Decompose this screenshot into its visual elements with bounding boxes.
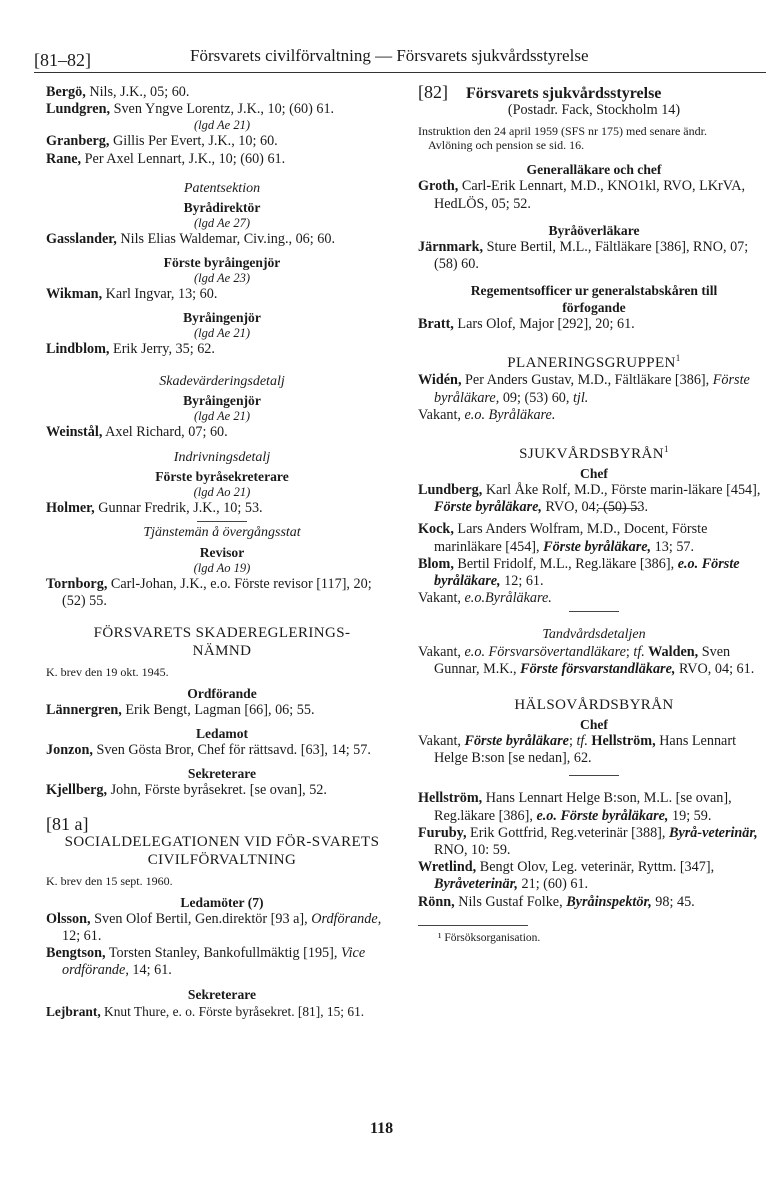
heading-forste-byraingenjor: Förste byråingenjör [163, 255, 281, 271]
section-tjanstemän: Tjänstemän å övergångsstat [143, 525, 301, 541]
right-column [418, 84, 770, 947]
section-socialdelegationen: SOCIALDELEGATIONEN VID FÖR-SVARETS CIVILFÖRVALTNING [64, 833, 380, 868]
grade-note: (lgd Ao 19) [193, 560, 251, 575]
entry-furuby: Furuby, Erik Gottfrid, Reg.veterinär [388], Byrå-veterinär, RNO, 10: 59. [418, 824, 758, 859]
section-code-82: [82] [418, 82, 448, 102]
section-heading-82 [418, 84, 770, 102]
section-skaderegleringsnamnd: FÖRSVARETS SKADEREGLERINGS-NÄMND [93, 625, 351, 660]
entry-holmer: Holmer, Gunnar Fredrik, J.K., 10; 53. [46, 500, 263, 517]
entry-bratt: Bratt, Lars Olof, Major [292], 20; 61. [418, 316, 635, 333]
grade-note: (lgd Ae 27) [193, 216, 250, 231]
entry-vakant-byralakare: Vakant, e.o. Byråläkare. [418, 406, 556, 423]
entry-lejbrant: Lejbrant, Knut Thure, e. o. Förste byråsekret. [81], 15; 61. [46, 1003, 365, 1019]
section-planeringsgruppen: PLANERINGSGRUPPEN$^1$ [507, 353, 681, 372]
entry-weinstal: Weinstål, Axel Richard, 07; 60. [46, 423, 228, 440]
footnote-rule [418, 925, 528, 926]
entry-bergo: Bergö, Nils, J.K., 05; 60. [46, 84, 190, 100]
entry-wretlind: Wretlind, Bengt Olov, Leg. veterinär, Ryttm. [347], Byråveterinär, 21; (60) 61. [418, 859, 715, 893]
entry-lannergren: Lännergren, Erik Bengt, Lagman [66], 06; 55. [46, 702, 315, 719]
entry-jarnmark: Järnmark, Sture Bertil, M.L., Fältläkare [386], RNO, 07; (58) 60. [418, 238, 749, 273]
section-title: Försvarets sjukvårdsstyrelse [466, 85, 662, 102]
heading-revisor: Revisor [199, 544, 245, 560]
entry-groth: Groth, Carl-Erik Lennart, M.D., KNO1kl, RVO, LKrVA, HedLÖS, 05; 52. [418, 178, 745, 212]
entry-vakant-eo-byralakare: Vakant, e.o.Byråläkare. [418, 590, 552, 607]
page-header [34, 40, 746, 74]
header-title: Försvarets civilförvaltning — Försvarets sjukvårdsstyrelse [190, 46, 589, 65]
section-skadevardering: Skadevärderingsdetalj [159, 373, 285, 389]
grade-note: (lgd Ae 21) [193, 326, 250, 341]
entry-kjellberg: Kjellberg, John, Förste byråsekret. [se ovan], 52. [46, 782, 327, 799]
entry-jonzon: Jonzon, Sven Gösta Bror, Chef för rättsavd. [63], 14; 57. [46, 742, 371, 759]
entry-kock: Kock, Lars Anders Wolfram, M.D., Docent, Förste marinläkare [454], Förste byråläkare, 13; 57. [418, 521, 708, 555]
entry-hellstrom: Hellström, Hans Lennart Helge B:son, M.L. [se ovan], Reg.läkare [386], e.o. Förste byråläkare, 19; 59. [418, 790, 732, 824]
entry-vakant-tandlakare: Vakant, e.o. Försvarsövertandläkare; tf. Walden, Sven Gunnar, M.K., Förste försvarstandläkare, RVO, 04; 61. [418, 643, 755, 677]
postal-address: (Postadr. Fack, Stockholm 14) [507, 102, 681, 119]
section-code-81a: [81 a] [46, 813, 89, 834]
heading-chef: Chef [580, 717, 608, 733]
header-rule [34, 72, 766, 73]
section-patent: Patentsektion [183, 180, 261, 196]
entry-tornborg: Tornborg, Carl-Johan, J.K., e.o. Förste revisor [117], 20; (52) 55. [46, 575, 372, 609]
grade-note: (lgd Ao 21) [193, 485, 251, 500]
entry-wikman: Wikman, Karl Ingvar, 13; 60. [46, 286, 218, 303]
entry-rane: Rane, Per Axel Lennart, J.K., 10; (60) 61. [46, 150, 286, 167]
heading-byraingenjor: Byråingenjör [183, 392, 261, 408]
entry-vakant-chef: Vakant, Förste byråläkare; tf. Hellström, Hans Lennart Helge B:son [se nedan], 62. [418, 733, 737, 767]
entry-widen: Widén, Per Anders Gustav, M.D., Fältläkare [386], Förste byråläkare, 09; (53) 60, tjl. [418, 372, 750, 406]
entry-blom: Blom, Bertil Fridolf, M.L., Reg.läkare [386], e.o. Förste byråläkare, 12; 61. [418, 555, 740, 590]
heading-sekreterare: Sekreterare [187, 766, 257, 782]
grade-note: (lgd Ae 21) [193, 408, 250, 423]
page-number: 118 [370, 1120, 394, 1137]
entry-granberg: Granberg, Gillis Per Evert, J.K., 10; 60. [46, 133, 278, 150]
section-halsovardsbyran: HÄLSOVÅRDSBYRÅN [514, 697, 674, 714]
heading-byradirektor: Byrådirektör [183, 200, 261, 216]
salary-note: Avlöning och pension se sid. 16. [428, 138, 585, 153]
separator-rule [569, 775, 619, 776]
heading-byraingenjor: Byråingenjör [183, 310, 261, 326]
header-section-code: [81–82] [34, 50, 91, 70]
separator-rule [197, 521, 247, 522]
decree-date: K. brev den 19 okt. 1945. [46, 665, 169, 680]
section-indrivning: Indrivningsdetalj [173, 450, 271, 466]
heading-forste-byrasekreterare: Förste byråsekreterare [155, 469, 289, 485]
entry-lundgren: Lundgren, Sven Yngve Lorentz, J.K., 10; (60) 61. [46, 101, 335, 118]
heading-byraoverlakare: Byråöverläkare [548, 222, 640, 238]
heading-sekreterare: Sekreterare [187, 986, 257, 1002]
entry-lindblom: Lindblom, Erik Jerry, 35; 62. [46, 341, 215, 358]
entry-lundberg: Lundberg, Karl Åke Rolf, M.D., Förste marin-läkare [454], Förste byråläkare, RVO, 04; (50) 53. [418, 482, 761, 516]
footnote: ¹ Försöksorganisation. [438, 931, 541, 944]
grade-note: (lgd Ae 23) [193, 271, 250, 286]
separator-rule [569, 611, 619, 612]
section-tandvardsdetaljen: Tandvårdsdetaljen [542, 627, 646, 643]
left-column [46, 84, 398, 1020]
entry-ronn: Rönn, Nils Gustaf Folke, Byråinspektör, 98; 45. [418, 893, 695, 910]
instruction-note: Instruktion den 24 april 1959 (SFS nr 175) med senare ändr. [418, 124, 707, 139]
heading-generallakare: Generalläkare och chef [526, 162, 662, 178]
entry-olsson: Olsson, Sven Olof Bertil, Gen.direktör [93 a], Ordförande, 12; 61. [46, 910, 382, 945]
heading-ordforande: Ordförande [187, 686, 257, 702]
heading-regementsofficer: Regementsofficer ur generalstabskåren till förfogande [470, 283, 718, 316]
entry-gasslander: Gasslander, Nils Elias Waldemar, Civ.ing., 06; 60. [46, 231, 335, 248]
decree-date: K. brev den 15 sept. 1960. [46, 873, 173, 888]
heading-ledamot: Ledamot [195, 726, 249, 742]
heading-ledamoter: Ledamöter (7) [180, 894, 264, 910]
grade-note: (lgd Ae 21) [193, 118, 250, 133]
entry-bengtson: Bengtson, Torsten Stanley, Bankofullmäktig [195], Vice ordförande, 14; 61. [46, 945, 366, 979]
section-sjukvardsbyran: SJUKVÅRDSBYRÅN$^1$ [519, 444, 669, 463]
heading-chef: Chef [580, 466, 608, 482]
